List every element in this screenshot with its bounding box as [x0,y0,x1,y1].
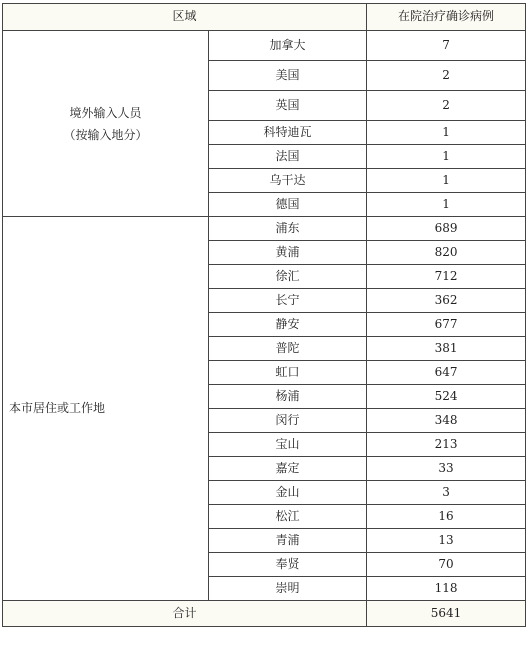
place-cell: 英国 [209,91,367,121]
count-cell: 1 [367,169,526,193]
total-value: 5641 [367,601,526,627]
cases-table [2,3,526,627]
total-row [3,601,526,627]
count-cell: 820 [367,241,526,265]
place-cell: 闵行 [209,409,367,433]
count-cell: 213 [367,433,526,457]
count-cell: 2 [367,61,526,91]
place-cell: 嘉定 [209,457,367,481]
count-cell: 712 [367,265,526,289]
place-cell: 宝山 [209,433,367,457]
place-cell: 杨浦 [209,385,367,409]
place-cell: 青浦 [209,529,367,553]
place-cell: 长宁 [209,289,367,313]
place-cell: 黄浦 [209,241,367,265]
table-row [3,31,526,61]
count-cell: 70 [367,553,526,577]
place-cell: 崇明 [209,577,367,601]
count-cell: 1 [367,145,526,169]
count-cell: 3 [367,481,526,505]
count-cell: 689 [367,217,526,241]
place-cell: 虹口 [209,361,367,385]
count-cell: 1 [367,121,526,145]
place-cell: 德国 [209,193,367,217]
count-cell: 1 [367,193,526,217]
place-cell: 法国 [209,145,367,169]
imported-group-label [3,31,209,217]
total-label: 合计 [3,601,367,627]
count-cell: 7 [367,31,526,61]
place-cell: 科特迪瓦 [209,121,367,145]
count-cell: 381 [367,337,526,361]
place-cell: 奉贤 [209,553,367,577]
cases-header: 在院治疗确诊病例 [367,4,526,31]
count-cell: 647 [367,361,526,385]
header-row [3,4,526,31]
table-row [3,217,526,241]
count-cell: 348 [367,409,526,433]
region-header: 区域 [3,4,367,31]
imported-group-line1: 境外输入人员 [69,105,142,120]
count-cell: 13 [367,529,526,553]
count-cell: 33 [367,457,526,481]
place-cell: 乌干达 [209,169,367,193]
count-cell: 2 [367,91,526,121]
imported-group-line2: （按输入地分） [63,127,148,142]
place-cell: 静安 [209,313,367,337]
place-cell: 松江 [209,505,367,529]
place-cell: 加拿大 [209,31,367,61]
count-cell: 677 [367,313,526,337]
place-cell: 徐汇 [209,265,367,289]
count-cell: 118 [367,577,526,601]
count-cell: 524 [367,385,526,409]
place-cell: 浦东 [209,217,367,241]
place-cell: 普陀 [209,337,367,361]
place-cell: 金山 [209,481,367,505]
local-group-label: 本市居住或工作地 [3,217,209,601]
count-cell: 16 [367,505,526,529]
place-cell: 美国 [209,61,367,91]
count-cell: 362 [367,289,526,313]
